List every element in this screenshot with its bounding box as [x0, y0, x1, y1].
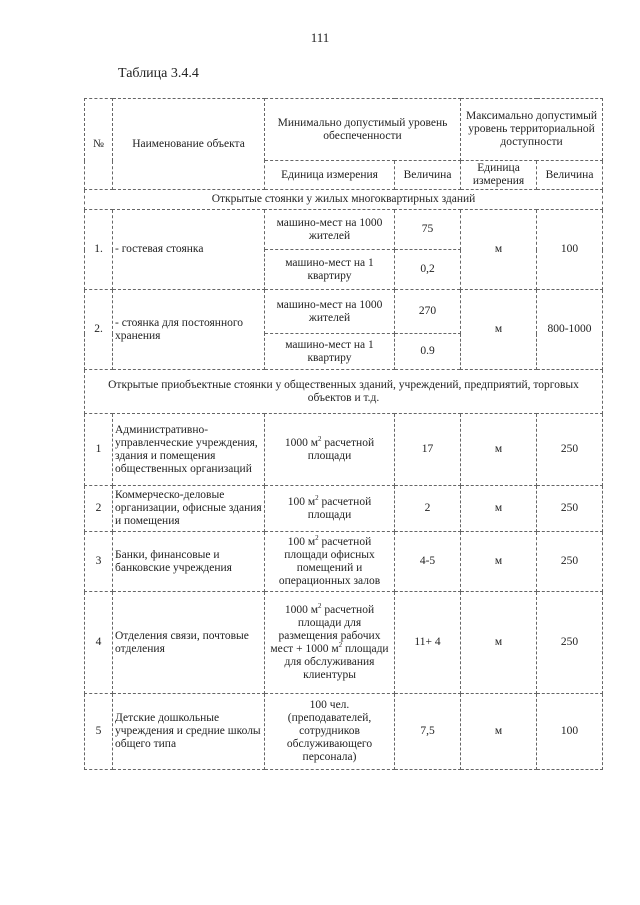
row-value: 0.9: [395, 334, 461, 370]
row-value: 17: [395, 414, 461, 486]
row-num: 4: [85, 592, 113, 694]
row-max-unit: м: [461, 694, 537, 770]
table-row: [85, 694, 603, 770]
header-max-unit: Единица измерения: [461, 161, 537, 190]
row-max-value: 800-1000: [537, 290, 603, 370]
row-value: 4-5: [395, 532, 461, 592]
row-max-value: 250: [537, 592, 603, 694]
row-value: 2: [395, 486, 461, 532]
row-unit: 100 чел. (преподавателей, сотрудников обслуживающего персонала): [265, 694, 395, 770]
row-max-value: 100: [537, 210, 603, 290]
row-value: 11+ 4: [395, 592, 461, 694]
header-max-group: Максимально допустимый уровень территориальной доступности: [461, 99, 603, 161]
row-num: 2.: [85, 290, 113, 370]
row-num: 1: [85, 414, 113, 486]
row-num: 1.: [85, 210, 113, 290]
row-name: Отделения связи, почтовые отделения: [113, 592, 265, 694]
row-value: 7,5: [395, 694, 461, 770]
table-caption: Таблица 3.4.4: [118, 66, 199, 81]
row-name: Банки, финансовые и банковские учреждения: [113, 532, 265, 592]
row-max-unit: м: [461, 290, 537, 370]
header-row-1: [85, 99, 603, 161]
row-num: 5: [85, 694, 113, 770]
row-num: 2: [85, 486, 113, 532]
table-row: [85, 486, 603, 532]
row-unit: 100 $м^2$ расчетной площади: [265, 486, 395, 532]
row-value: 0,2: [395, 250, 461, 290]
row-unit: машино-мест на 1 квартиру: [265, 250, 395, 290]
row-unit: 1000 $м^2$ расчетной площади для размещения рабочих мест + 1000 $м^2$ площади для обслуживания клиентуры: [265, 592, 395, 694]
row-name: Административно-управленческие учреждения, здания и помещения общественных организаций: [113, 414, 265, 486]
table-row: [85, 414, 603, 486]
table-row: [85, 592, 603, 694]
row-name: Коммерческо-деловые организации, офисные здания и помещения: [113, 486, 265, 532]
row-num: 3: [85, 532, 113, 592]
row-unit: машино-мест на 1000 жителей: [265, 210, 395, 250]
row-max-unit: м: [461, 414, 537, 486]
row-value: 75: [395, 210, 461, 250]
page-number: 111: [310, 30, 330, 45]
row-name: Детские дошкольные учреждения и средние школы общего типа: [113, 694, 265, 770]
header-min-group: Минимально допустимый уровень обеспеченности: [265, 99, 461, 161]
row-max-value: 250: [537, 414, 603, 486]
row-max-value: 100: [537, 694, 603, 770]
row-max-value: 250: [537, 486, 603, 532]
row-unit: 100 $м^2$ расчетной площади офисных помещений и операционных залов: [265, 532, 395, 592]
header-min-unit: Единица измерения: [265, 161, 395, 190]
header-name: Наименование объекта: [113, 99, 265, 190]
section-heading: [85, 190, 603, 210]
header-max-value: Величина: [537, 161, 603, 190]
header-min-value: Величина: [395, 161, 461, 190]
row-unit: машино-мест на 1000 жителей: [265, 290, 395, 334]
row-max-unit: м: [461, 210, 537, 290]
table-row: [85, 210, 603, 250]
row-max-unit: м: [461, 486, 537, 532]
row-name: - гостевая стоянка: [113, 210, 265, 290]
row-max-unit: м: [461, 592, 537, 694]
section1-title: Открытые стоянки у жилых многоквартирных зданий: [85, 190, 603, 210]
table-row: [85, 290, 603, 334]
table-row: [85, 532, 603, 592]
header-num: №: [85, 99, 113, 190]
row-unit: машино-мест на 1 квартиру: [265, 334, 395, 370]
row-unit: 1000 $м^2$ расчетной площади: [265, 414, 395, 486]
section2-title: Открытые приобъектные стоянки у общественных зданий, учреждений, предприятий, торговых объектов и т.д.: [85, 370, 603, 414]
row-max-value: 250: [537, 532, 603, 592]
row-value: 270: [395, 290, 461, 334]
section-heading: [85, 370, 603, 414]
row-max-unit: м: [461, 532, 537, 592]
parking-norms-table: [84, 98, 603, 770]
row-name: - стоянка для постоянного хранения: [113, 290, 265, 370]
